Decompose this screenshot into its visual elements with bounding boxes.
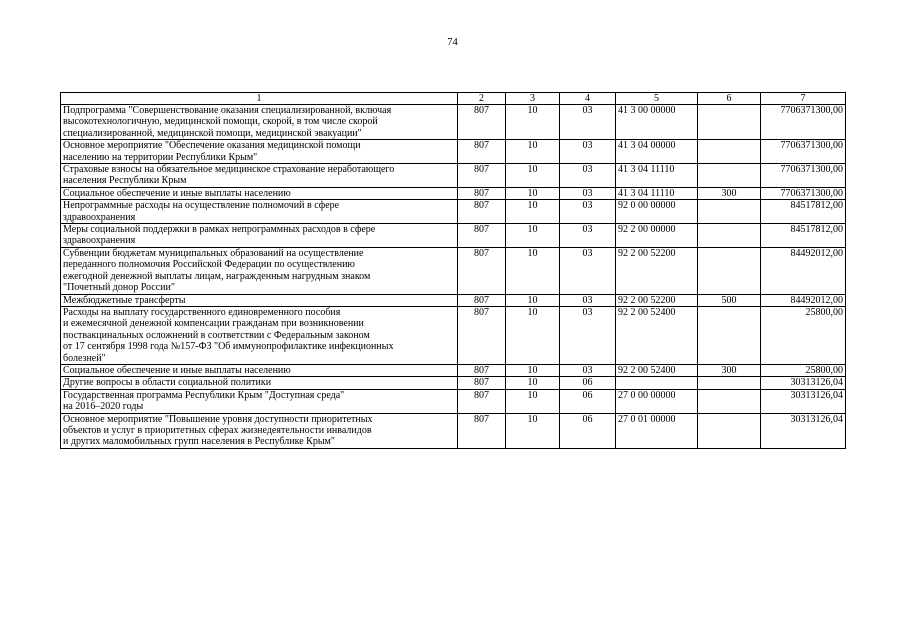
- row-name-cell: Социальное обеспечение и иные выплаты населению: [61, 187, 458, 199]
- amount-cell: 84517812,00: [761, 224, 846, 248]
- ministry-code-cell: 807: [458, 389, 506, 413]
- expense-type-cell: [698, 105, 761, 140]
- target-article-cell: 92 2 00 52200: [616, 294, 698, 306]
- expense-type-cell: 300: [698, 364, 761, 376]
- row-name-cell: Основное мероприятие "Повышение уровня доступности приоритетных объектов и услуг в приоритетных сферах жизнедеятельности инвалидов и других маломобильных групп населения в Республике Крым": [61, 413, 458, 448]
- section-cell: 10: [506, 200, 560, 224]
- subsection-cell: 03: [560, 294, 616, 306]
- column-header: 7: [761, 93, 846, 105]
- table-row: [61, 294, 846, 306]
- expense-type-cell: [698, 224, 761, 248]
- expense-type-cell: [698, 413, 761, 448]
- target-article-cell: 92 2 00 52400: [616, 306, 698, 364]
- section-cell: 10: [506, 377, 560, 389]
- section-cell: 10: [506, 306, 560, 364]
- table-row: [61, 187, 846, 199]
- subsection-cell: 03: [560, 105, 616, 140]
- expense-type-cell: [698, 306, 761, 364]
- section-cell: 10: [506, 105, 560, 140]
- target-article-cell: 92 0 00 00000: [616, 200, 698, 224]
- amount-cell: 7706371300,00: [761, 105, 846, 140]
- amount-cell: 30313126,04: [761, 413, 846, 448]
- expense-type-cell: 300: [698, 187, 761, 199]
- table-row: [61, 306, 846, 364]
- ministry-code-cell: 807: [458, 413, 506, 448]
- section-cell: 10: [506, 224, 560, 248]
- column-header: 6: [698, 93, 761, 105]
- amount-cell: 30313126,04: [761, 377, 846, 389]
- section-cell: 10: [506, 389, 560, 413]
- subsection-cell: 06: [560, 389, 616, 413]
- section-cell: 10: [506, 140, 560, 164]
- subsection-cell: 03: [560, 364, 616, 376]
- table-row: [61, 164, 846, 188]
- ministry-code-cell: 807: [458, 306, 506, 364]
- row-name-cell: Подпрограмма "Совершенствование оказания специализированной, включая высокотехнологичную, медицинской помощи, скорой, в том числе скорой специализированной, медицинской помощи, медицинской эвакуации": [61, 105, 458, 140]
- table-row: [61, 364, 846, 376]
- subsection-cell: 03: [560, 187, 616, 199]
- expense-type-cell: [698, 200, 761, 224]
- ministry-code-cell: 807: [458, 247, 506, 294]
- ministry-code-cell: 807: [458, 200, 506, 224]
- expense-type-cell: [698, 164, 761, 188]
- target-article-cell: 92 2 00 52400: [616, 364, 698, 376]
- ministry-code-cell: 807: [458, 224, 506, 248]
- ministry-code-cell: 807: [458, 377, 506, 389]
- column-header: 5: [616, 93, 698, 105]
- ministry-code-cell: 807: [458, 140, 506, 164]
- expense-type-cell: 500: [698, 294, 761, 306]
- section-cell: 10: [506, 294, 560, 306]
- target-article-cell: [616, 377, 698, 389]
- table-row: [61, 389, 846, 413]
- section-cell: 10: [506, 164, 560, 188]
- table-row: [61, 200, 846, 224]
- ministry-code-cell: 807: [458, 294, 506, 306]
- row-name-cell: Непрограммные расходы на осуществление полномочий в сфере здравоохранения: [61, 200, 458, 224]
- column-header: 2: [458, 93, 506, 105]
- amount-cell: 30313126,04: [761, 389, 846, 413]
- expense-type-cell: [698, 377, 761, 389]
- amount-cell: 7706371300,00: [761, 140, 846, 164]
- table-row: [61, 413, 846, 448]
- section-cell: 10: [506, 413, 560, 448]
- amount-cell: 84517812,00: [761, 200, 846, 224]
- amount-cell: 84492012,00: [761, 294, 846, 306]
- budget-table: [60, 92, 846, 449]
- row-name-cell: Социальное обеспечение и иные выплаты населению: [61, 364, 458, 376]
- target-article-cell: 27 0 00 00000: [616, 389, 698, 413]
- section-cell: 10: [506, 364, 560, 376]
- column-header: 3: [506, 93, 560, 105]
- table-header-row: [61, 93, 846, 105]
- subsection-cell: 06: [560, 377, 616, 389]
- subsection-cell: 03: [560, 140, 616, 164]
- subsection-cell: 03: [560, 306, 616, 364]
- target-article-cell: 41 3 00 00000: [616, 105, 698, 140]
- amount-cell: 7706371300,00: [761, 187, 846, 199]
- table-row: [61, 140, 846, 164]
- table-row: [61, 377, 846, 389]
- target-article-cell: 27 0 01 00000: [616, 413, 698, 448]
- row-name-cell: Страховые взносы на обязательное медицинское страхование неработающего населения Республики Крым: [61, 164, 458, 188]
- subsection-cell: 03: [560, 200, 616, 224]
- expense-type-cell: [698, 389, 761, 413]
- row-name-cell: Основное мероприятие "Обеспечение оказания медицинской помощи населению на территории Республики Крым": [61, 140, 458, 164]
- section-cell: 10: [506, 247, 560, 294]
- row-name-cell: Межбюджетные трансферты: [61, 294, 458, 306]
- target-article-cell: 92 2 00 52200: [616, 247, 698, 294]
- column-header: 4: [560, 93, 616, 105]
- row-name-cell: Субвенции бюджетам муниципальных образований на осуществление переданного полномочия Российской Федерации по осуществлению ежегодной денежной выплаты лицам, награжденным нагрудным знаком "Почетный донор России": [61, 247, 458, 294]
- amount-cell: 25800,00: [761, 364, 846, 376]
- row-name-cell: Государственная программа Республики Крым "Доступная среда" на 2016–2020 годы: [61, 389, 458, 413]
- ministry-code-cell: 807: [458, 364, 506, 376]
- section-cell: 10: [506, 187, 560, 199]
- target-article-cell: 92 2 00 00000: [616, 224, 698, 248]
- ministry-code-cell: 807: [458, 164, 506, 188]
- subsection-cell: 03: [560, 247, 616, 294]
- page-number: 74: [447, 37, 458, 48]
- ministry-code-cell: 807: [458, 105, 506, 140]
- subsection-cell: 03: [560, 224, 616, 248]
- amount-cell: 84492012,00: [761, 247, 846, 294]
- column-header: 1: [61, 93, 458, 105]
- expense-type-cell: [698, 140, 761, 164]
- amount-cell: 7706371300,00: [761, 164, 846, 188]
- table-row: [61, 105, 846, 140]
- table-row: [61, 247, 846, 294]
- row-name-cell: Расходы на выплату государственного единовременного пособия и ежемесячной денежной компенсации гражданам при возникновении поствакцинальных осложнений в соответствии с Федеральным законом от 17 сентября 1998 года №157-ФЗ "Об иммунопрофилактике инфекционных болезней": [61, 306, 458, 364]
- expense-type-cell: [698, 247, 761, 294]
- subsection-cell: 03: [560, 164, 616, 188]
- row-name-cell: Другие вопросы в области социальной политики: [61, 377, 458, 389]
- subsection-cell: 06: [560, 413, 616, 448]
- target-article-cell: 41 3 04 11110: [616, 187, 698, 199]
- amount-cell: 25800,00: [761, 306, 846, 364]
- ministry-code-cell: 807: [458, 187, 506, 199]
- target-article-cell: 41 3 04 11110: [616, 164, 698, 188]
- row-name-cell: Меры социальной поддержки в рамках непрограммных расходов в сфере здравоохранения: [61, 224, 458, 248]
- target-article-cell: 41 3 04 00000: [616, 140, 698, 164]
- table-row: [61, 224, 846, 248]
